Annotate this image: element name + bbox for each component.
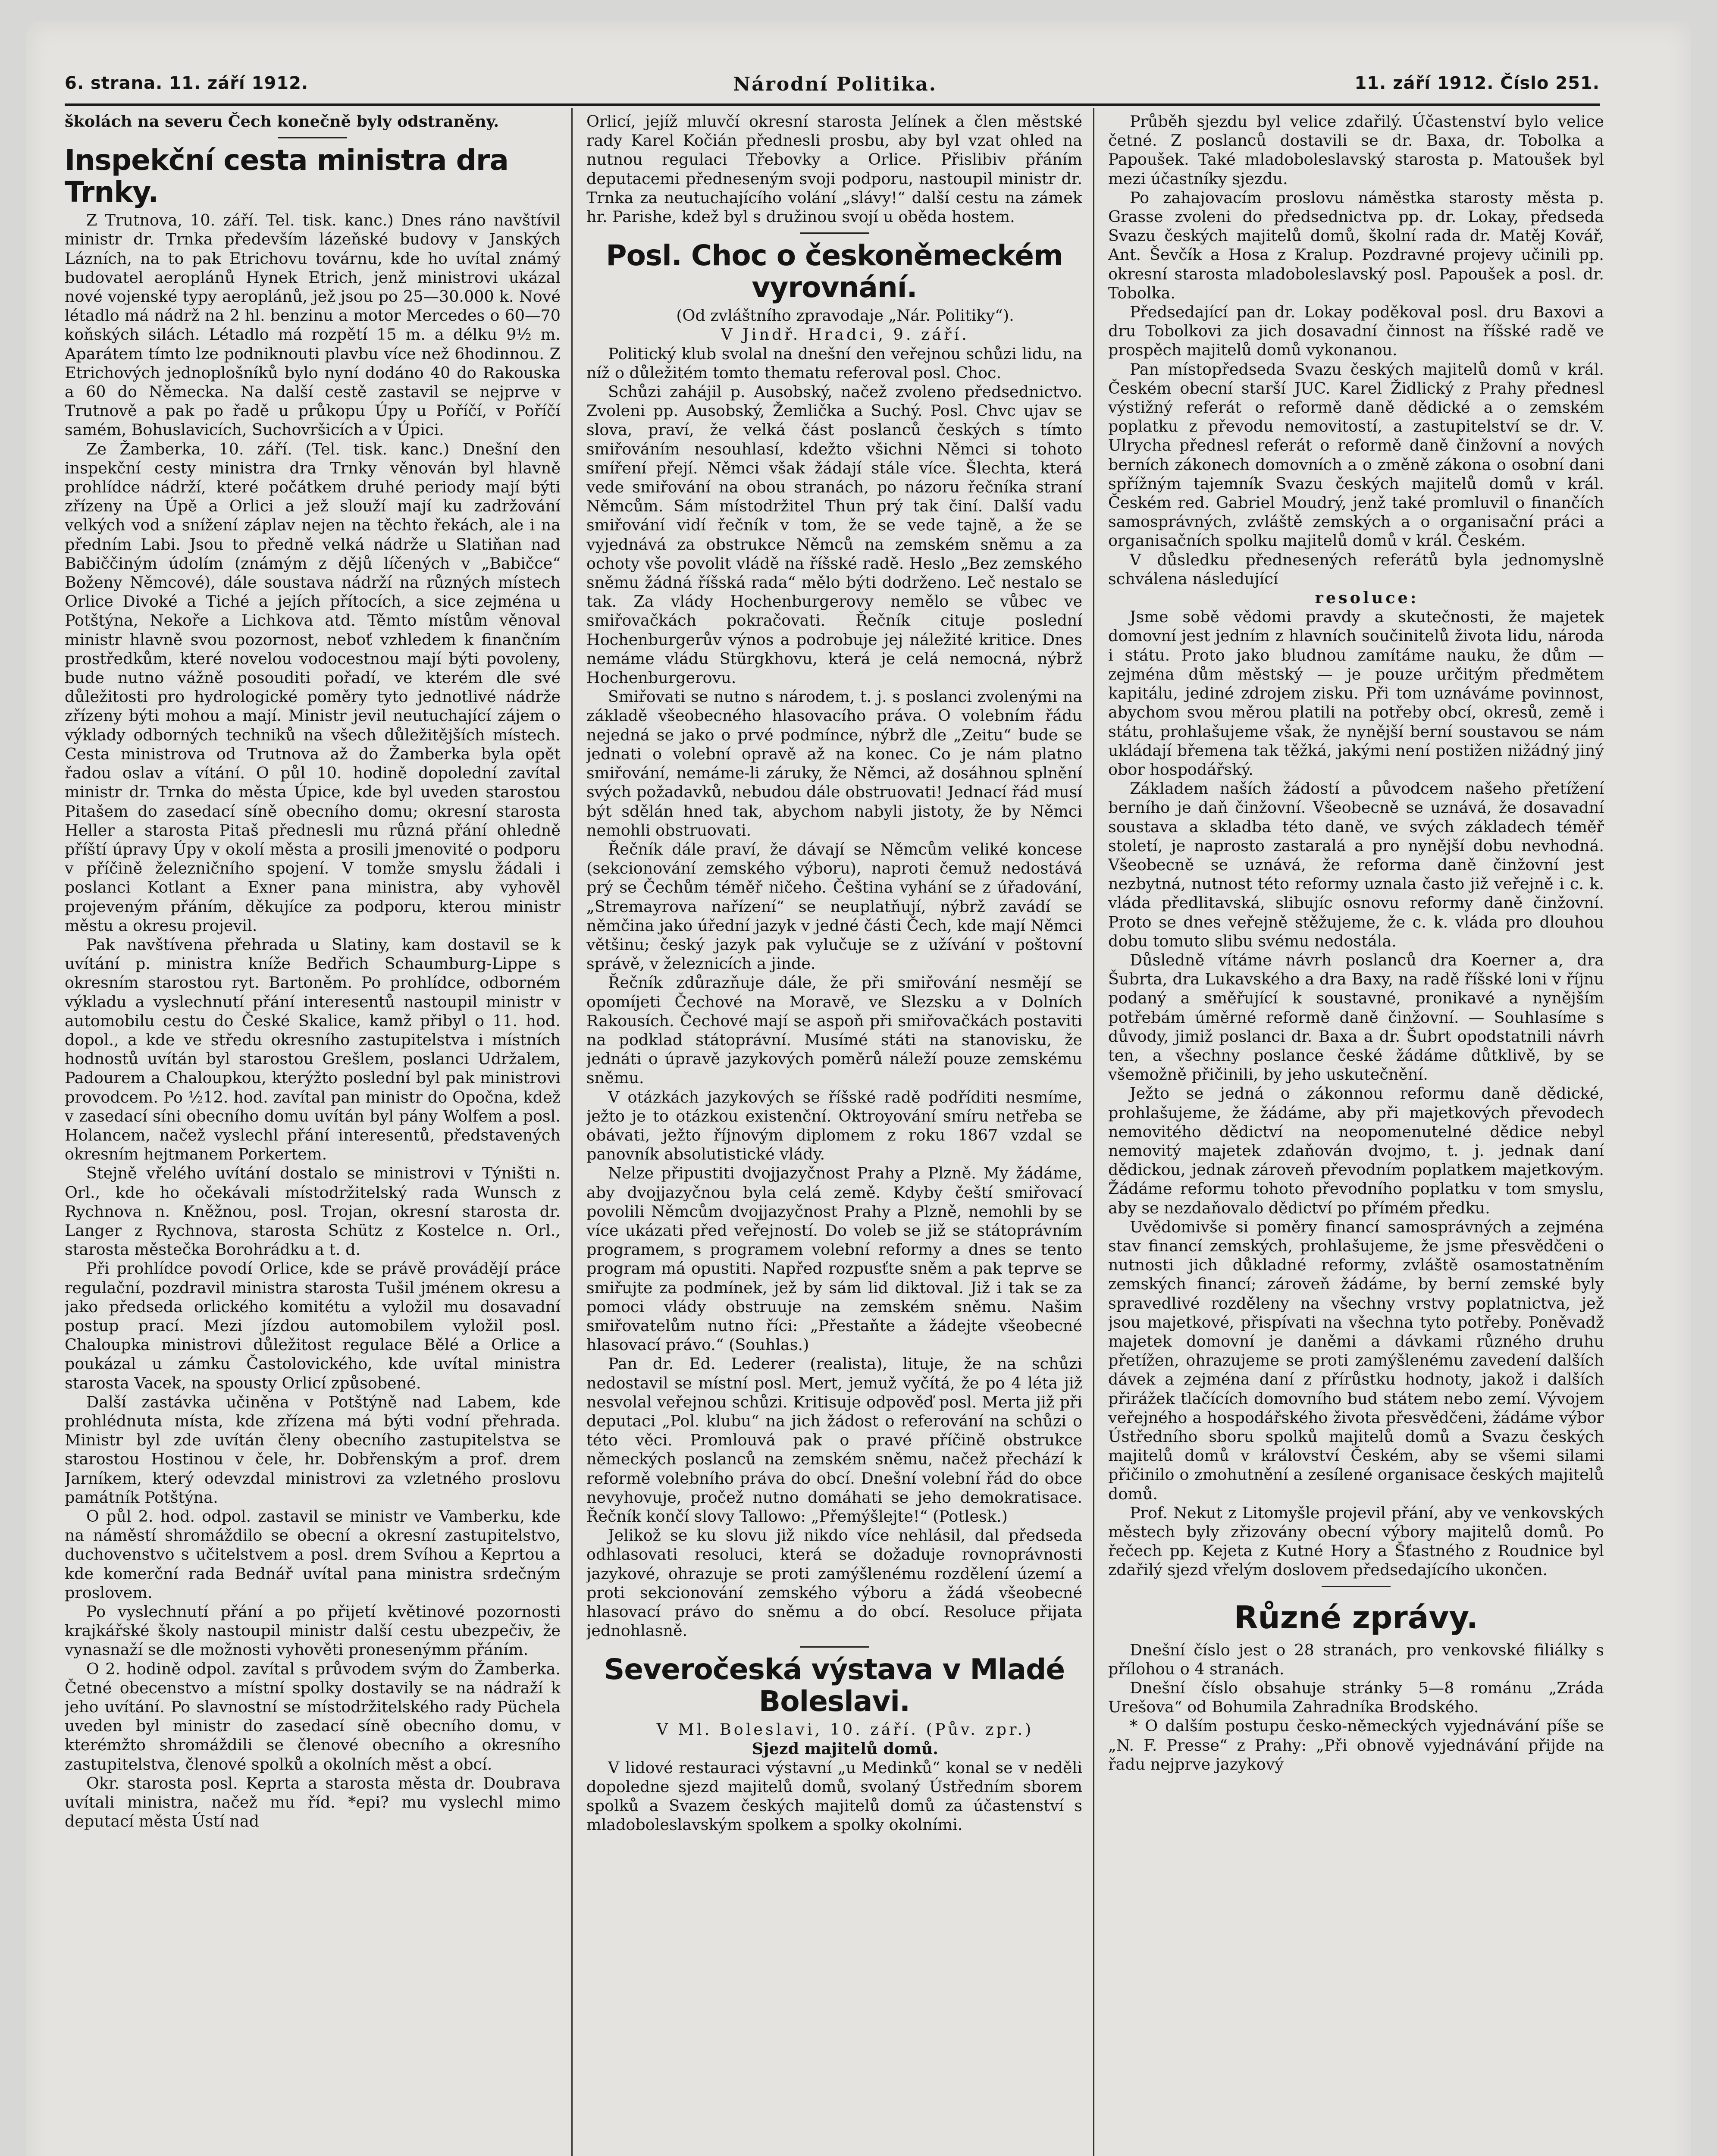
article-body — [1108, 112, 1604, 589]
issue-number: 11. září 1912. Číslo 251. — [1354, 73, 1600, 93]
article-paragraph: Řečník dále praví, že dávají se Němcům veliké koncese (sekcionování zemského výboru), naproti čemuž nedostává prý se Čechům téměř ničeho. Čeština vyhání se z úřadování, „Stremayrova nařízení“ se neuplatňují, nýbrž zavádí se němčina jako úřední jazyk v jedné části Čech, kde mají Němci většinu; český jazyk pak vylučuje se z užívání v poštovní správě, v železnicích a jinde. — [586, 840, 1082, 973]
article-paragraph: Po zahajovacím proslovu náměstka starosty města p. Grasse zvoleni do předsednictva pp. dr. Lokay, předseda Svazu českých majitelů domů, školní rada dr. Matěj Kovář, Ant. Ševčík a Hosa z Kralup. Pozdravné projevy učinili pp. okresní starosta mladoboleslavský posl. Papoušek a posl. dr. Tobolka. — [1108, 188, 1604, 302]
article-separator — [1322, 1586, 1391, 1587]
column-2 — [586, 112, 1082, 2156]
article-paragraph: Jelikož se ku slovu již nikdo více nehlásil, dal předseda odhlasovati resoluci, která se dožaduje rovnoprávnosti jazykové, ohrazuje se proti zamýšlenému rozdělení území a proti sekcionování zemského výboru a žádá všeobecné hlasovací právo do sněmu a do obcí. Resoluce přijata jednohlasně. — [586, 1526, 1082, 1640]
article-paragraph: Politický klub svolal na dnešní den veřejnou schůzi lidu, na níž o důležitém tomto thematu referoval posl. Choc. — [586, 344, 1082, 382]
news-item: Dnešní číslo obsahuje stránky 5—8 románu „Zráda Urešova“ od Bohumila Zahradníka Brodského. — [1108, 1679, 1604, 1717]
resolution-body — [1108, 608, 1604, 1579]
article-paragraph: V lidové restauraci výstavní „u Medinků“ konal se v neděli dopoledne sjezd majitelů domů, svolaný Ústředním sborem spolků a Svazem českých majitelů domů za účastenství s mladoboleslavským spolkem a spolky okolními. — [586, 1758, 1082, 1834]
page-date: 6. strana. 11. září 1912. — [65, 73, 309, 93]
column-1 — [65, 112, 561, 2156]
article-body — [65, 211, 561, 1831]
news-item: Dnešní číslo jest o 28 stranách, pro venkovské filiálky s přílohou o 4 stranách. — [1108, 1640, 1604, 1678]
article-subhead: (Od zvláštního zpravodaje „Nár. Politiky“). — [676, 306, 1014, 325]
article-dateline: V Jindř. Hradci, 9. září. — [721, 325, 969, 344]
article-paragraph: Z Trutnova, 10. září. Tel. tisk. kanc.) Dnes ráno navštívil ministr dr. Trnka především lázeňské budovy v Janských Lázních, na to pak Etrichovu továrnu, kde ho uvítal známý budovatel aeroplánů Hynek Etrich, jenž ministrovi ukázal nové vojenské typy aeroplánů, jež jsou po 25—30.000 k. Nové létadlo má nádrž na 2 hl. benzinu a motor Mercedes o 60—70 koňských silách. Létadlo má rozpětí 15 m. a délku 9½ m. Aparátem tímto lze podniknouti plavbu více než 6hodinnou. Z Etrichových jednoplošníků bylo nyní dodáno 40 do Rakouska a 60 do Německa. Na další cestě zastavil se nejprve v Trutnově a pak po řadě u průkopu Úpy u Poříčí, v Poříčí samém, Bohuslavicích, Suchovršicích a v Úpici. — [65, 211, 561, 439]
column-3 — [1108, 112, 1604, 2156]
column-divider — [1093, 108, 1094, 2156]
masthead — [65, 65, 1600, 103]
article-paragraph: Schůzi zahájil p. Ausobský, načež zvoleno předsednictvo. Zvoleni pp. Ausobský, Žemlička a Suchý. Posl. Chvc ujav se slova, praví, že velká část poslanců českých s tímto smiřováním nesouhlasí, kdežto všichni Němci si tohoto smíření přejí. Němci však žádají stále více. Šlechta, která vede smiřování na obou stranách, po názoru řečníka straní Němcům. Sám místodržitel Thun prý tak činí. Další vadu smiřování vidí řečník v tom, že se vede tajně, a že se vyjednává za obstrukce Němců na zemském sněmu a za ochoty vše povolit vládě na říšské radě. Heslo „Bez zemského sněmu žádná říšská rada“ mělo býti dodrženo. Leč nestalo se tak. Za vlády Hochenburgerovy nemělo se vůbec ve smiřovačkách pokračovati. Řečník cituje poslední Hochenburgerův výnos a podrobuje jej náležité kritice. Dnes nemáme vládu Stürgkhovu, která je celá nemocná, nýbrž Hochenburgerovu. — [586, 382, 1082, 687]
article-paragraph: Ze Žamberka, 10. září. (Tel. tisk. kanc.) Dnešní den inspekční cesty ministra dra Trnky věnován byl hlavně prohlídce nádrží, které počátkem druhé periody mají býti zřízeny na Úpě a Orlici a jež slouží mají ku zadržování velkých vod a snížení záplav nejen na těchto řekách, ale i na předním Labi. Jsou to předně velká nádrže u Slatiňan nad Babiččiným údolím (známým z dějů líčených v „Babičce“ Boženy Němcové), dále soustava nádrží na různých místech Orlice Divoké a Tiché a jejích přítocích, a sice zejména u Potštýna, Nekoře a Lichkova atd. Těmto místům věnoval ministr hlavně svou pozornost, neboť vzhledem k finančním prostředkům, které novelou vodocestnou mají býti povoleny, bude nutno vážně posouditi pořadí, ve kterém dle své důležitosti pro hydrologické poměry tyto jednotlivé nádrže zřízeny býti mohou a mají. Ministr jevil neutuchající zájem o výklady odborných techniků na všech důležitějších místech. Cesta ministrova od Trutnova až do Žamberka byla opět řadou oslav a vítání. O půl 10. hodině dopolední zavítal ministr dr. Trnka do města Úpice, kde byl uveden starostou Pitašem do zasedací síně obecního domu; okresní starosta Heller a starosta Pitaš přednesli mu různá přání ohledně příští úpravy Úpy v okolí města a prosili jmenovité o podporu v příčině železničního spojení. V tomže smyslu žádali i poslanci Kotlant a Exner pana ministra, aby vyhověl projeveným přáním, děkujíce za podporu, kterou ministr městu a okresu projevil. — [65, 439, 561, 935]
article-paragraph: Řečník zdůrazňuje dále, že při smiřování nesmějí se opomíjeti Čechové na Moravě, ve Slezsku a v Dolních Rakousích. Čechové mají se aspoň při smiřovačkách postaviti na podklad státoprávní. Musímé státi na stanovisku, že jednáti o úpravě jazykových poměrů náleží pouze zemskému sněmu. — [586, 973, 1082, 1087]
section-heading: Různé zprávy. — [1234, 1599, 1478, 1636]
carry-over-text: školách na severu Čech konečně byly odstraněny. — [65, 112, 499, 131]
article-paragraph: Průběh sjezdu byl velice zdařilý. Účastenství bylo velice četné. Z poslanců dostavili se dr. Baxa, dr. Tobolka a Papoušek. Také mladoboleslavský starosta p. Matoušek byl mezi účastníky sjezdu. — [1108, 112, 1604, 188]
resolution-label: resoluce: — [1315, 589, 1419, 608]
article-paragraph: Smiřovati se nutno s národem, t. j. s poslanci zvolenými na základě všeobecného hlasovacího práva. O volebním řádu nejedná se jako o prvé podmínce, nýbrž dle „Zeitu“ bude se jednati o volební opravě až na konec. Co je nám platno smiřování, nemáme-li záruky, že Němci, až dosáhnou splnění svých požadavků, nebudou dále obstruovati! Jednací řád musí být sdělán hned tak, abychom nabyli jistoty, že by Němci nemohli obstruovati. — [586, 687, 1082, 840]
article-paragraph: Při prohlídce povodí Orlice, kde se právě provádějí práce regulační, pozdravil ministra starosta Tušil jménem okresu a jako předseda orlického komitétu a vyložil mu dosavadní postup prací. Mezi jízdou automobilem vyložil posl. Chaloupka ministrovi důležitost regulace Bělé a Orlice a poukázal u zámku Častolovického, kde uvítal ministra starosta Vacek, na spousty Orlicí způsobené. — [65, 1259, 561, 1392]
article-paragraph: O 2. hodině odpol. zavítal s průvodem svým do Žamberka. Četné obecenstvo a místní spolky dostavily se na nádraží k jeho uvítání. Po slavnostní se místodržitelského rady Püchela uveden byl ministr do zasedací síně obecního domu, v kterémžto shromáždili se členové obecního a okresního zastupitelstva, členové spolků a okolních měst a obcí. — [65, 1659, 561, 1774]
article-paragraph: Další zastávka učiněna v Potštýně nad Labem, kde prohlédnuta místa, kde zřízena má býti vodní přehrada. Ministr byl zde uvítán členy obecního zastupitelstva se starostou Hostinou v čele, hr. Dobřenským a prof. drem Jarníkem, který odevzdal ministrovi za vzletného proslovu památník Potštýna. — [65, 1392, 561, 1507]
article-paragraph: Pan dr. Ed. Lederer (realista), lituje, že na schůzi nedostavil se místní posl. Mert, jemuž vyčítá, že po 4 léta již nesvolal veřejnou schůzi. Kritisuje odpověď posl. Merta již při deputaci „Pol. klubu“ na jich žádost o referování na schůzi o této věci. Promlouvá pak o pravé příčině obstrukce německých poslanců na zemském sněmu, načež přechází k reformě volebního práva do obcí. Dnešní volební řád do obce nevyhovuje, pročež nutno domáhati se jeho demokratisace. Řečník končí slovy Tallowo: „Přemýšlejte!“ (Potlesk.) — [586, 1354, 1082, 1526]
resolution-paragraph: Jsme sobě vědomi pravdy a skutečnosti, že majetek domovní jest jedním z hlavních součinitelů života lidu, národa i státu. Proto jako bludnou zamítáme nauku, že dům — zejména dům městský — je pouze určitým předmětem kapitálu, jediné zdrojem zisku. Při tom uznáváme povinnost, abychom svou měrou platili na potřeby obcí, okresů, země i státu, prohlašujeme však, že nynější berní soustavou se nám ukládají břemena tak těžká, jakými není postižen nižádný jiný obor hospodářský. — [1108, 608, 1604, 779]
article-paragraph: Pan místopředseda Svazu českých majitelů domů v král. Českém obecní starší JUC. Karel Židlický z Prahy přednesl výstižný referát o reformě daně dědické a o zemském poplatku z převodu nemovitostí, a zastupitelství se dr. V. Ulrycha přednesl referát o reformě daně činžovní a nových berních zákonech domovních a o změně zákona o osobní dani spřížným tajemník Svazu českých majitelů domů v král. Českém red. Gabriel Moudrý, jenž také promluvil o finančích samosprávných, zvláště zemských a o organisační práci a organisačních spolku majitelů domů v král. Českém. — [1108, 360, 1604, 550]
resolution-paragraph: Ježto se jedná o zákonnou reformu daně dědické, prohlašujeme, že žádáme, aby při majetkových převodech nemovitého dědictví na neopomenutelné dědice nebyl nemovitý majetek zdaňován dvojmo, t. j. jednak daní dědickou, jednak zároveň převodním poplatkem majetkovým. Žádáme reformu tohoto převodního poplatku v tom smyslu, aby se nezdaňovalo dědictví po přímém předku. — [1108, 1084, 1604, 1217]
article-separator — [800, 1646, 869, 1648]
article-paragraph: Předsedající pan dr. Lokay poděkoval posl. dru Baxovi a dru Tobolkovi za jich dosavadní činnost na říšské radě ve prospěch majitelů domů vykonanou. — [1108, 303, 1604, 360]
resolution-paragraph: Uvědomivše si poměry financí samosprávných a zejména stav financí zemských, prohlašujeme, že jsme přesvědčeni o nutnosti jich důkladné reformy, zvláště osamostatněním zemských financí; zároveň žádáme, by berní zemské byly spravedlivé rozděleny na všechny vrstvy poplatnictva, jež jsou majetkové, přispívati na všechna tyto potřeby. Poněvadž majetek domovní je daněmi a dávkami různého druhu přetížen, ohrazujeme se proti zamýšlenému zavedení dalších dávek a zejména daní z přírůstku hodnoty, jakož i dalších přirážek tlačících domovního bud státem nebo zemí. Vývojem veřejného a hospodářského života přesvědčeni, žádáme výbor Ústředního sboru spolků majitelů domů a Svazu českých majitelů domů v království Českém, aby se všemi silami přičinilo o zmohutnění a zesílené organisace českých majitelů domů. — [1108, 1217, 1604, 1503]
article-headline: Severočeská výstava v Mladé Boleslavi. — [604, 1653, 1065, 1718]
article-subhead: Sjezd majitelů domů. — [752, 1739, 938, 1758]
article-headline: Posl. Choc o českoněmeckém vyrovnání. — [606, 239, 1063, 304]
masthead-rule — [65, 103, 1600, 106]
carry-over-text: Orlicí, jejíž mluvčí okresní starosta Jelínek a člen městské rady Karel Kočián přednesli prosbu, aby byl vzat ohled na nutnou regulaci Třebovky a Orlice. Přislibiv přáním deputacemi předneseným svoji podporu, nastoupil ministr dr. Trnka za neutuchajícího volání „slávy!“ další cestu na zámek hr. Parishe, kdež byl s družinou svojí u oběda hostem. — [586, 112, 1082, 226]
resolution-paragraph: Důsledně vítáme návrh poslanců dra Koerner a, dra Šubrta, dra Lukavského a dra Baxy, na radě říšské loni v říjnu podaný a směřující k soustavné, pronikavé a nynějším potřebám úměrné reformě daně činžovní. — Souhlasíme s důvody, jimiž poslanci dr. Baxa a dr. Šubrt opodstatnili návrh ten, a všechny poslance české žádáme důtklivě, by se všemožně přičinili, by jeho uskutečnění. — [1108, 950, 1604, 1084]
article-paragraph: Po vyslechnutí přání a po přijetí květinové pozornosti krajkářské školy nastoupil ministr další cestu ubezpečiv, že vynasnaží se dle možnosti vyhověti pronesenýmm přáním. — [65, 1602, 561, 1659]
article-dateline: V Ml. Boleslavi, 10. září. (Pův. zpr.) — [656, 1720, 1034, 1739]
article-paragraph: Okr. starosta posl. Keprta a starosta města dr. Doubrava uvítali ministra, načež mu říd. *epi? mu vyslechl mimo deputací města Ústí nad — [65, 1774, 561, 1831]
article-paragraph: Nelze připustiti dvojjazyčnost Prahy a Plzně. My žádáme, aby dvojjazyčnou byla celá země. Kdyby čeští smiřovací povolili Němcům dvojjazyčnost Prahy a Plzně, nemohli by se více ukázati před veřejností. Do voleb se již se státoprávním programem, s programem volební reformy a dnes se tento program má opustiti. Napřed rozpusťte sněm a pak teprve se smiřujte za podmínek, jež by sám lid diktoval. Již i tak se za pomoci vlády obstruuje na zemském sněmu. Našim smiřovatelům nutno říci: „Přestaňte a žádejte všeobecné hlasovací právo.“ (Souhlas.) — [586, 1164, 1082, 1354]
article-paragraph: V důsledku přednesených referátů byla jednomyslně schválena následující — [1108, 550, 1604, 588]
resolution-paragraph: Prof. Nekut z Litomyšle projevil přání, aby ve venkovských městech byly zřizovány obecní výbory majitelů domů. Po řečech pp. Kejeta z Kutné Hory a Šťastného z Roudnice byl zdařilý sjezd vřelým doslovem předsedajícího ukončen. — [1108, 1503, 1604, 1579]
column-divider — [571, 108, 573, 2156]
article-paragraph: Pak navštívena přehrada u Slatiny, kam dostavil se k uvítání p. ministra kníže Bedřich Schaumburg-Lippe s okresním starostou ryt. Bartoněm. Po prohlídce, odborném výkladu a vyslechnutí přání interesentů nastoupil ministr v automobilu cestu do České Skalice, kamž přibyl o 11. hod. dopol., a kde ve středu okresního zastupitelstva i místních hodnostů uvítán byl starostou Grešlem, poslanci Udržalem, Padourem a Chaloupkou, kterýžto poslední byl pak ministrovi provodcem. Po ½12. hod. zavítal pan ministr do Opočna, kdež v zasedací síni obecního domu uvítán byl pány Wolfem a posl. Holancem, načež vyslechl přání interesentů, představených okresním hejtmanem Porkertem. — [65, 935, 561, 1164]
paper-name: Národní Politika. — [733, 73, 937, 95]
article-paragraph: O půl 2. hod. odpol. zastavil se ministr ve Vamberku, kde na náměstí shromáždilo se obecní a okresní zastupitelstvo, duchovenstvo s učitelstvem a posl. drem Svíhou a Keprtou a kde komerční rada Bednář uvítal pana ministra srdečným proslovem. — [65, 1507, 561, 1602]
article-separator — [278, 137, 347, 138]
article-paragraph: V otázkách jazykových se říšské radě podříditi nesmíme, ježto je to otázkou existenční. Oktroyování smíru netřeba se obávati, ježto říjnovým diplomem z roku 1867 vzdal se panovník absolutistické vlády. — [586, 1087, 1082, 1164]
resolution-paragraph: Základem naších žádostí a původcem našeho přetížení berního je daň činžovní. Všeobecně se uznává, že dosavadní soustava a skladba této daně, ve svých základech téměř století, je naprosto zastaralá a pro nynější dobu nevhodná. Všeobecně se uznává, že reforma daně činžovní jest nezbytná, nutnost této reformy uznala často již veřejně i c. k. vláda předlitavská, slibujíc osnovu reformy daně činžovní. Proto se dnes veřejně stěžujeme, že c. k. vláda pro dlouhou dobu tomuto slibu svému nedostála. — [1108, 779, 1604, 950]
news-item: * O dalším postupu česko-německých vyjednávání píše se „N. F. Presse“ z Prahy: „Při obnově vyjednávání přijde na řadu nejprve jazykový — [1108, 1717, 1604, 1774]
article-body — [586, 1758, 1082, 1835]
article-headline: Inspekční cesta ministra dra Trnky. — [65, 144, 508, 209]
article-paragraph: Stejně vřelého uvítání dostalo se ministrovi v Týništi n. Orl., kde ho očekávali místodržitelský rada Wunsch z Rychnova n. Kněžnou, posl. Trojan, okresní starosta dr. Langer z Rychnova, starosta Schütz z Kostelce n. Orl., starosta městečka Borohrádku a t. d. — [65, 1164, 561, 1259]
news-list — [1108, 1641, 1604, 1774]
article-body — [586, 345, 1082, 1641]
article-separator — [800, 232, 869, 234]
